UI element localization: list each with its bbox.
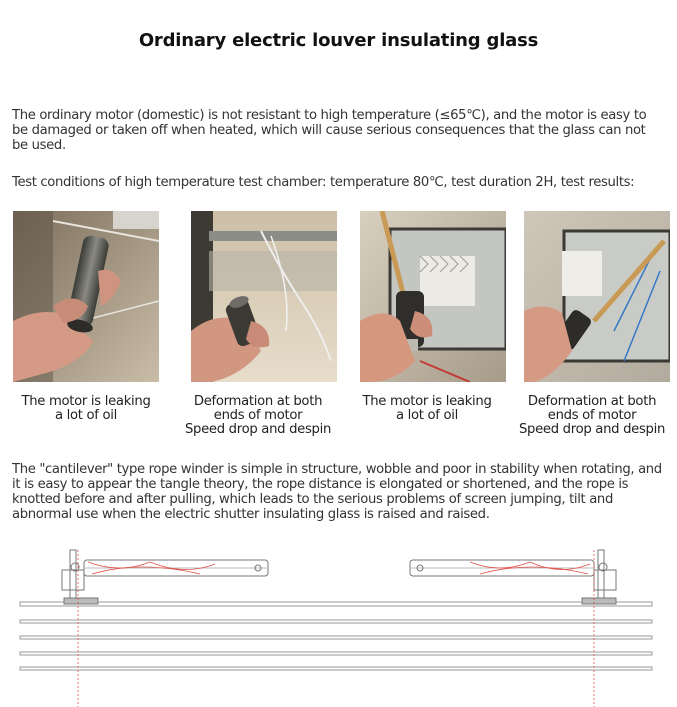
page-title: Ordinary electric louver insulating glass (138, 30, 539, 51)
caption-line: Speed drop and despin (518, 422, 666, 437)
right-rope-lines (470, 550, 594, 707)
caption-line: Deformation at both (527, 394, 657, 409)
caption-line: ends of motor (213, 408, 303, 423)
left-rope-winder (62, 550, 268, 604)
caption-line: The motor is leaking (21, 394, 151, 409)
caption-line: a lot of oil (395, 408, 459, 423)
rope-winder-diagram (0, 540, 677, 707)
test-conditions-paragraph: Test conditions of high temperature test chamber: temperature 80℃, test duration 2H, test results: (12, 175, 635, 190)
caption-line: ends of motor (547, 408, 637, 423)
caption-line: The motor is leaking (362, 394, 492, 409)
left-rope-lines (78, 550, 215, 707)
photo-motor-oil-leak-1 (13, 211, 159, 382)
caption-photo-2 (173, 395, 343, 437)
motor-temperature-paragraph: The ordinary motor (domestic) is not resistant to high temperature (≤65℃), and the motor is easy to be damaged or taken off when heated, which will cause serious consequences that the glass can not be used. (12, 108, 647, 153)
caption-photo-1 (1, 395, 171, 423)
photo-motor-deformation-2 (524, 211, 670, 382)
caption-line: a lot of oil (54, 408, 118, 423)
caption-photo-3 (342, 395, 512, 423)
photo-motor-oil-leak-2 (360, 211, 506, 382)
cantilever-winder-paragraph: The "cantilever" type rope winder is simple in structure, wobble and poor in stability when rotating, and it is easy to appear the tangle theory, the rope distance is elongated or shortened, and the rope is knotted before and after pulling, which leads to the serious problems of screen jumping, tilt and abnormal use when the electric shutter insulating glass is raised and raised. (12, 462, 662, 522)
louver-slats (20, 602, 652, 670)
caption-line: Deformation at both (193, 394, 323, 409)
caption-photo-4 (507, 395, 677, 437)
photo-motor-deformation-1 (191, 211, 337, 382)
caption-line: Speed drop and despin (184, 422, 332, 437)
right-rope-winder (410, 550, 616, 604)
